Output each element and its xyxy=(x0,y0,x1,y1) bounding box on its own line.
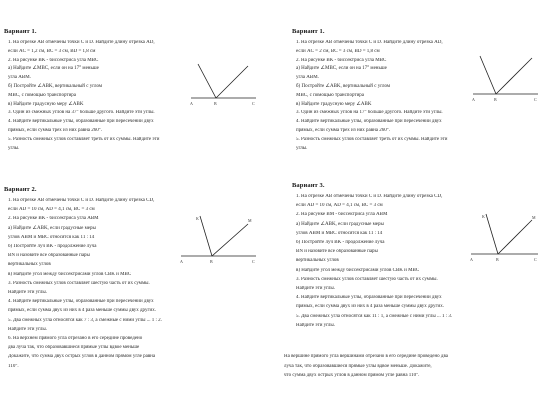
task-line: углы. xyxy=(296,145,308,151)
task-line: если AD = 10 см, AD = 4,1 см, BC = 3 см xyxy=(296,203,383,209)
task-line: а) Найдите ∠MBC, если он на 17° меньше xyxy=(296,66,387,72)
task-line: а) Найдите ∠ABK, если градусные меры xyxy=(8,225,96,231)
task-line: в) Найдите градусную меру ∠ABK xyxy=(296,101,372,107)
label-a: A xyxy=(190,101,193,106)
label-k: K xyxy=(196,216,199,221)
task-line: прямых, если сумма трёх из них равна 260°. xyxy=(8,128,103,133)
task-line: 4. Найдите вертикальные углы, образованные при пересечении двух xyxy=(296,295,442,301)
task-line: 1. На отрезке AB отмечены точки C и D. Найдите длину отрезка AD, xyxy=(8,40,155,45)
angle-figure xyxy=(178,212,258,266)
task-line: прямых, если сумма двух из них в 4 раза меньше суммы двух других. xyxy=(296,304,444,310)
task-line: 1. На отрезке AB отмечены точки C и D. Найдите длину отрезка AD, xyxy=(296,40,443,45)
angle-figure xyxy=(468,210,540,264)
task-line: 3. Один из смежных углов на 37° больше другого. Найдите эти углы. xyxy=(8,110,155,116)
task-line: MBC, с помощью транспортира xyxy=(296,92,364,98)
task-line: б) Постройте луч BK - продолжение луча xyxy=(296,240,385,245)
task-line: луча так, что образовавшиеся прямые углы вдвое меньше. Докажите, xyxy=(284,363,432,369)
label-b: B xyxy=(210,259,213,264)
label-m: M xyxy=(532,215,536,220)
angle-figure xyxy=(188,58,258,108)
task-line: BN и назовите все образованные пары xyxy=(296,249,378,255)
task-line: 5. Два смежных угла относятся как 11 : 1, а смежные с ними углы ... 1 : 3. xyxy=(296,313,453,319)
task-line: в) Найдите угол между биссектрисами углов CBK и MBC xyxy=(8,271,132,277)
task-line: 2. На рисунке BK - биссектриса угла MBC xyxy=(8,57,99,63)
label-m: M xyxy=(248,218,252,223)
task-line: б) Постройте луч BK - продолжение луча xyxy=(8,244,97,249)
task-line: 1. На отрезке AB отмечены точки C и D. Найдите длину отрезка CD, xyxy=(8,198,155,203)
task-line: прямых, если сумма трёх из них равна 260°. xyxy=(296,128,391,133)
task-line: 1. На отрезке AB отмечены точки C и D. Найдите длину отрезка CD, xyxy=(296,194,443,199)
task-line: углов ABM и MBC относятся как 11 : 14 xyxy=(296,230,383,236)
label-b: B xyxy=(494,97,497,102)
task-line: б) Постройте ∠ABK, вертикальный с углом xyxy=(296,84,391,89)
label-c: C xyxy=(534,97,537,102)
task-line: в) Найдите градусную меру ∠ABK xyxy=(8,101,84,107)
variant-title: Вариант 1. xyxy=(4,28,37,35)
variant-title: Вариант 1. xyxy=(292,28,325,35)
task-line: а) Найдите ∠MBC, если он на 17° меньше xyxy=(8,66,99,72)
task-line: 5. Два смежных угла относятся как 7 : 3, а смежные с ними углы ... 1 : 2. xyxy=(8,317,162,323)
task-line: 3. Один из смежных углов на 17° больше другого. Найдите эти углы. xyxy=(296,110,443,116)
angle-figure xyxy=(470,52,540,106)
label-c: C xyxy=(252,259,255,264)
task-line: б) Постройте ∠ABK, вертикальный с углом xyxy=(8,84,103,89)
task-line: Найдите эти углы. xyxy=(296,322,336,328)
task-line: 3. Разность смежных углов составляет шестую часть от их суммы. xyxy=(8,280,150,286)
variant-title: Вариант 2. xyxy=(4,186,37,193)
task-line: вертикальных углов xyxy=(8,262,51,268)
label-k: K xyxy=(482,214,485,219)
task-line: Найдите эти углы. xyxy=(8,326,48,332)
label-a: A xyxy=(472,97,475,102)
task-line: Найдите эти углы. xyxy=(296,286,336,291)
task-line: если AC = 2 см, BC = 3 см, BD = 1,8 см xyxy=(296,48,380,54)
task-line: 4. Найдите вертикальные углы, образованные при пересечении двух xyxy=(8,299,154,305)
task-line: в) Найдите угол между биссектрисами углов CBK и MBC xyxy=(296,267,420,273)
task-line: а) Найдите ∠ABK, если градусные меры xyxy=(296,221,384,227)
task-line: MBC, с помощью транспортира xyxy=(8,92,76,98)
variant-title: Вариант 3. xyxy=(292,182,325,189)
task-line: 2. На рисунке BK - биссектриса угла MBC xyxy=(296,57,387,63)
task-line: угла ABM. xyxy=(8,75,31,81)
task-line: углы. xyxy=(8,145,20,151)
label-c: C xyxy=(252,101,255,106)
label-b: B xyxy=(496,257,499,262)
label-a: A xyxy=(180,259,183,264)
task-line: На вершине прямого угла вершинами отрезано в его середине проведено два xyxy=(284,354,448,359)
task-line: вертикальных углов xyxy=(296,258,339,264)
task-line: 5. Разность смежных углов составляет треть от их суммы. Найдите эти xyxy=(8,136,160,142)
task-line: Докажите, что сумма двух острых углов в данном прямом угле равна xyxy=(8,354,156,360)
label-c: C xyxy=(534,257,537,262)
label-b: B xyxy=(214,101,217,106)
task-line: 3. Разность смежных углов составляет шестую часть от их суммы. xyxy=(296,276,438,282)
task-line: 5. Разность смежных углов составляет треть от их суммы. Найдите эти xyxy=(296,136,448,142)
task-line: два луча так, что образовавшиеся прямые углы вдвое меньше xyxy=(8,345,140,351)
task-line: что сумма двух острых углов в данном прямом угле равна 110°. xyxy=(284,373,420,378)
task-line: 6. На верхнем прямого угла отрезано в его середине проведено xyxy=(8,336,143,341)
task-line: Найдите эти углы. xyxy=(8,290,48,295)
task-line: 2. На рисунке BM - биссектриса угла ABM xyxy=(296,212,388,218)
task-line: BN и назовите все образованные пары xyxy=(8,253,90,259)
task-line: углов ABM и MBC относятся как 11 : 14 xyxy=(8,234,95,240)
task-line: 2. На рисунке BK - биссектриса угла ABM xyxy=(8,216,99,222)
task-line: 4. Найдите вертикальные углы, образованные при пересечении двух xyxy=(296,119,442,125)
task-line: если AD = 10 см, AD = 4,1 см, BC = 3 см xyxy=(8,207,95,213)
task-line: если AC = 1,2 см, BC = 3 см, BD = 1,8 см xyxy=(8,48,96,54)
task-line: прямых, если сумма двух из них в 4 раза меньше суммы двух других. xyxy=(8,308,156,314)
label-a: A xyxy=(470,257,473,262)
task-line: угла ABM. xyxy=(296,75,319,81)
task-line: 4. Найдите вертикальные углы, образованные при пересечении двух xyxy=(8,119,154,125)
task-line: 110°. xyxy=(8,363,19,369)
